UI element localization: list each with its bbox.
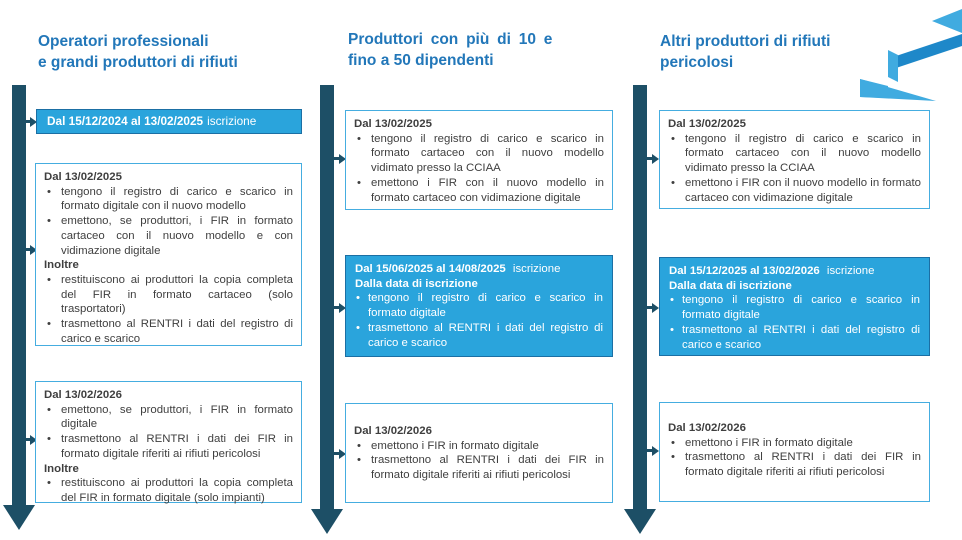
bullet-marker: • (47, 477, 51, 490)
bullet-text: restituiscono ai produttori la copia completa del FIR in formato cartaceo (solo trasportatori) (61, 273, 293, 316)
bullet-text: trasmettono al RENTRI i dati dei FIR in formato digitale riferiti ai rifiuti pericolosi (371, 454, 604, 482)
bullet-text: tengono il registro di carico e scarico in formato cartaceo con il nuovo modello vidimato presso la CCIAA (371, 132, 604, 175)
bullet-item (668, 132, 921, 176)
bullet-text: trasmettono al RENTRI i dati del registro di carico e scarico (682, 323, 920, 351)
bullet-text: tengono il registro di carico e scarico in formato cartaceo con il nuovo modello vidimato presso la CCIAA (685, 132, 921, 175)
phase-box-col2-2025 (345, 110, 613, 210)
date-range: Dal 15/12/2024 al 13/02/2025 (47, 114, 204, 129)
timeline-arrowhead-icon (311, 509, 343, 534)
bullet-text: emettono i FIR con il nuovo modello in formato cartaceo con vidimazione digitale (685, 176, 921, 204)
bullet-marker: • (357, 439, 361, 452)
bullet-item (669, 293, 920, 322)
date-line (355, 262, 603, 277)
bullet-item (354, 176, 604, 205)
bullet-text: emettono, se produttori, i FIR in formato digitale (61, 403, 293, 431)
bullet-text: tengono il registro di carico e scarico in formato digitale (368, 292, 603, 320)
iscrizione-box-col2 (345, 255, 613, 357)
bullet-marker: • (670, 323, 674, 336)
bullet-item (44, 403, 293, 432)
bullet-text: trasmettono al RENTRI i dati dei FIR in formato digitale riferiti ai rifiuti pericolosi (61, 433, 293, 460)
phase-heading: Dal 13/02/2025 (668, 118, 746, 130)
bullet-text: tengono il registro di carico e scarico in formato digitale (682, 294, 920, 322)
phase-heading: Dal 13/02/2026 (44, 389, 122, 401)
bullet-item (354, 132, 604, 176)
phase-heading: Dal 13/02/2025 (44, 171, 122, 183)
connector-arrow-icon (334, 306, 339, 309)
bullet-marker: • (47, 273, 51, 286)
connector-arrow-icon (25, 438, 30, 441)
bullet-text: tengono il registro di carico e scarico in formato digitale con il nuovo modello (61, 185, 293, 213)
bullet-text: emettono i FIR in formato digitale (685, 436, 853, 449)
date-range: Dal 15/06/2025 al 14/08/2025 (355, 263, 506, 275)
iscrizione-label: iscrizione (512, 263, 561, 275)
bullet-item (668, 450, 921, 479)
phase-subheading: Dalla data di iscrizione (355, 277, 478, 290)
bullet-item (44, 214, 293, 258)
bullet-item (355, 291, 603, 320)
bullet-item (668, 436, 921, 451)
column-title-operatori (38, 31, 308, 73)
bullet-text: trasmettono al RENTRI i dati dei FIR in formato digitale riferiti ai rifiuti pericolosi (685, 451, 921, 479)
bullet-item (44, 185, 293, 214)
bullet-text: emettono i FIR in formato digitale (371, 439, 539, 452)
date-line (669, 264, 920, 279)
bullet-item (44, 273, 293, 317)
bullet-item (669, 323, 920, 352)
phase-box-col3-2025 (659, 110, 930, 209)
timeline-arrowhead-icon (624, 509, 656, 534)
title-line: Produttori con più di 10 e (348, 31, 553, 48)
bullet-item (354, 439, 604, 454)
timeline-bar-1 (12, 85, 26, 505)
phase-box-col1-2025 (35, 163, 302, 346)
connector-arrow-icon (334, 452, 339, 455)
bullet-marker: • (357, 176, 361, 189)
bullet-item (44, 317, 293, 346)
connector-arrow-icon (647, 157, 652, 160)
timeline-arrowhead-icon (3, 505, 35, 530)
bullet-marker: • (357, 132, 361, 145)
bullet-text: trasmettono al RENTRI i dati del registro di carico e scarico (61, 318, 293, 345)
connector-arrow-icon (647, 449, 652, 452)
bullet-text: restituiscono ai produttori la copia completa del FIR in formato digitale (solo impianti) (61, 477, 293, 504)
phase-subheading: Dalla data di iscrizione (669, 279, 792, 292)
bullet-marker: • (47, 403, 51, 416)
title-line: pericolosi (660, 54, 734, 71)
iscrizione-label: iscrizione (207, 114, 257, 129)
phase-box-col2-2026 (345, 403, 613, 503)
bullet-marker: • (356, 321, 360, 334)
bullet-item (44, 476, 293, 505)
iscrizione-box-col3 (659, 257, 930, 356)
bullet-marker: • (47, 185, 51, 198)
date-range: Dal 15/12/2025 al 13/02/2026 (669, 265, 820, 277)
bullet-marker: • (671, 176, 675, 189)
bullet-marker: • (47, 318, 51, 331)
phase-subheading: Inoltre (44, 259, 79, 272)
title-line: Operatori professionali (38, 33, 209, 50)
bullet-text: emettono, se produttori, i FIR in formato cartaceo con il nuovo modello e con vidimazione digitale (61, 215, 293, 257)
phase-heading: Dal 13/02/2025 (354, 118, 432, 130)
bullet-text: emettono i FIR con il nuovo modello in formato cartaceo con vidimazione digitale (371, 176, 604, 204)
iscrizione-strip-box-col1 (36, 109, 302, 134)
iscrizione-label: iscrizione (826, 265, 875, 277)
bullet-item (44, 432, 293, 461)
phase-subheading: Inoltre (44, 462, 79, 475)
title-line: Altri produttori di rifiuti (660, 33, 831, 50)
bullet-item (668, 176, 921, 205)
connector-arrow-icon (334, 157, 339, 160)
connector-arrow-icon (25, 248, 30, 251)
title-line: e grandi produttori di rifiuti (38, 54, 238, 71)
phase-heading: Dal 13/02/2026 (354, 425, 432, 437)
bullet-marker: • (356, 292, 360, 305)
bullet-marker: • (671, 451, 675, 464)
timeline-bar-3 (633, 85, 647, 509)
title-line: fino a 50 dipendenti (348, 52, 494, 69)
bullet-text: trasmettono al RENTRI i dati del registro di carico e scarico (368, 321, 603, 349)
bullet-marker: • (47, 433, 51, 446)
bullet-marker: • (670, 294, 674, 307)
phase-box-col3-2026 (659, 402, 930, 502)
phase-heading: Dal 13/02/2026 (668, 422, 746, 434)
column-title-produttori (348, 29, 583, 71)
bullet-marker: • (357, 454, 361, 467)
bullet-marker: • (671, 436, 675, 449)
rentri-logo-icon (860, 8, 962, 108)
connector-arrow-icon (25, 120, 30, 123)
timeline-bar-2 (320, 85, 334, 509)
phase-box-col1-2026 (35, 381, 302, 503)
bullet-item (354, 453, 604, 482)
connector-arrow-icon (647, 306, 652, 309)
bullet-marker: • (47, 215, 51, 228)
bullet-item (355, 321, 603, 350)
bullet-marker: • (671, 132, 675, 145)
